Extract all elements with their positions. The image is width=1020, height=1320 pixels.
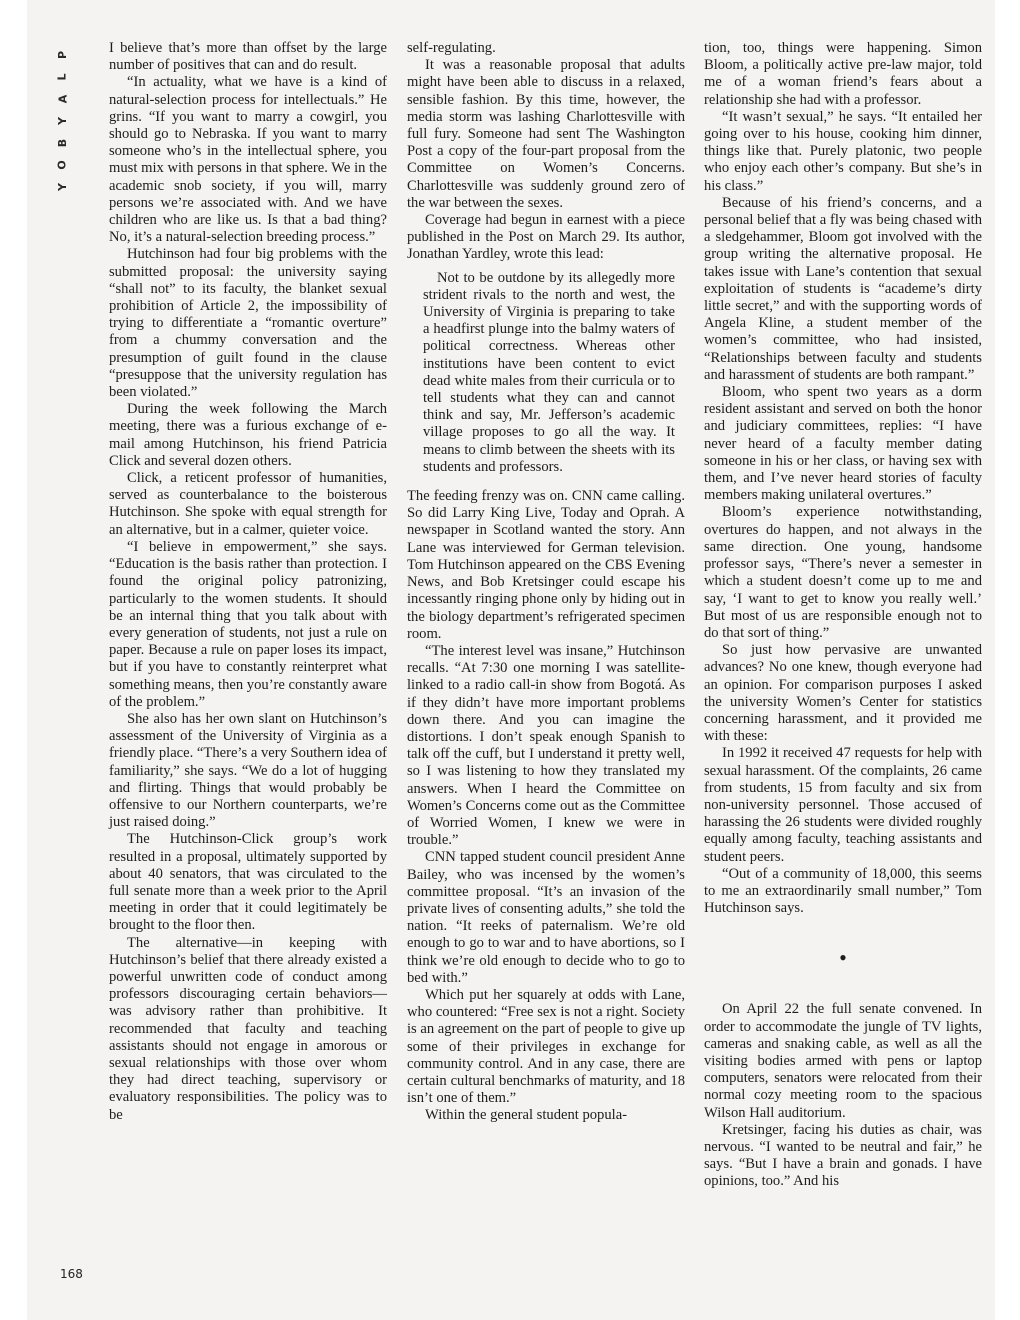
paragraph: Within the general student popula-: [425, 1107, 628, 1124]
paragraph: The Hutchinson-Click group’s work resulted in a proposal, ultimately supported by about 40 senators, that was circulated to the full senate more than a week prior to the April meeting in order that it could legitimately be brought to the floor then.: [109, 831, 387, 934]
paragraph: “I believe in empowerment,” she says. “Education is the basis rather than protection. I found the original policy patronizing, particularly to the women students. It should be an internal thing that you talk about with every generation of students, not just a rule on paper. Because a rule on paper loses its impact, but if you have to constantly reinterpret what something means, then you’re constantly aware of the problem.”: [109, 538, 388, 710]
masthead-letter: B: [55, 138, 69, 148]
paragraph: Because of his friend’s concerns, and a personal belief that a fly was being chased with a sledgehammer, Bloom got involved with the group writing the alternative proposal. He takes issue with Lane’s contention that sexual exploitation of students is “academe’s dirty little secret,” and with the supporting words of Angela Kline, a student member of the women’s committee, who had insisted, “Relationships between faculty and students and harassment of students are both rampant.”: [704, 194, 982, 383]
paragraph: Hutchinson had four big problems with the submitted proposal: the university saying “shall not” to its faculty, the blanket sexual prohibition of Article 2, the impossibility of trying to differentiate a “romantic overture” from a chummy conversation and the presumption of guilt found in the clause “presuppose that the university regulation has been violated.”: [109, 246, 387, 401]
paragraph: So just how pervasive are unwanted advances? No one knew, though everyone had an opinion. For comparison purposes I asked the university Women’s Center for statistics concerning harassment, and it provided me with these:: [704, 642, 982, 745]
paragraph: On April 22 the full senate convened. In order to accommodate the jungle of TV lights, cameras and snaking cable, as well as all the visiting bodies armed with pens or laptop computers, senators were relocated from their normal cozy meeting room to the spacious Wilson Hall auditorium.: [704, 1001, 982, 1121]
paragraph: self-regulating.: [407, 40, 496, 56]
column-3-continuation: [704, 1001, 982, 1190]
masthead-letter: A: [55, 94, 69, 104]
column-3: [704, 40, 982, 1191]
paragraph: She also has her own slant on Hutchinson’s assessment of the University of Virginia as a friendly place. “There’s a very Southern idea of familiarity,” she says. “We do a lot of hugging and flirting. Things that would probably be offensive to our Northern counterparts, we’re just raised doing.”: [109, 710, 387, 831]
paragraph: Coverage had begun in earnest with a piece published in the Post on March 29. Its author, Jonathan Yardley, wrote this lead:: [407, 212, 685, 263]
masthead-letter: Y: [56, 117, 69, 125]
magazine-masthead-vertical: [55, 44, 71, 198]
column-2: [407, 40, 685, 1125]
block-quote-text: Not to be outdone by its allegedly more strident rivals to the north and west, the University of Virginia is preparing to take a headfirst plunge into the balmy waters of political correctness. Whereas other institutions have been content to evict dead white males from their curricula or to tell students what they can and cannot think and say, Mr. Jefferson’s academic village proposes to go all the way. It means to climb between the sheets with its students and professors.: [423, 269, 675, 475]
paragraph: The alternative—in keeping with Hutchinson’s belief that there already existed a powerful unwritten code of conduct among professors discouraging certain behaviors—was advisory rather than prohibitive. It recommended that faculty and teaching assistants should not engage in amorous or sexual relationships with those over whom they had direct teaching, supervisory or evaluatory responsibilities. The policy was to be: [109, 934, 387, 1123]
magazine-page: [27, 0, 995, 1320]
paragraph: Bloom’s experience notwithstanding, overtures do happen, and not always in the same direction. One young, handsome professor says, “There’s never a semester in which a student doesn’t come up to me and say, ‘I want to get to know you really well.’ But most of us are responsible enough not to do that sort of thing.”: [704, 504, 982, 641]
paragraph: In 1992 it received 47 requests for help with sexual harassment. Of the complaints, 26 came from students, 15 from faculty and six from non-university personnel. Those accused of harassing the 26 students were divided roughly equally among faculty, teaching assistants and student peers.: [704, 745, 982, 865]
masthead-letter: L: [55, 73, 69, 81]
paragraph: It was a reasonable proposal that adults might have been able to discuss in a relaxed, sensible fashion. By this time, however, the media storm was lashing Charlottesville with full fury. Someone had sent The Washington Post a copy of the four-part proposal from the Committee on Women’s Concerns. Charlottesville was suddenly ground zero of the war between the sexes.: [407, 57, 685, 211]
paragraph: “In actuality, what we have is a kind of natural-selection process for intellectuals.” He grins. “If you want to marry a cowgirl, you should go to Nebraska. If you want to marry someone who’s in the intellectual sphere, you must mix with persons in that sphere. We in the academic snob society, if you will, marry persons we’re associated with. And we have children who are like us. Is that a bad thing? No, it’s a natural-selection breeding process.”: [109, 74, 387, 246]
paragraph: Which put her squarely at odds with Lane, who countered: “Free sex is not a right. Society is an agreement on the part of people to give up some of their privileges in exchange for community control. And in any case, there are certain cultural benchmarks of maturity, and 18 isn’t one of them.”: [407, 986, 686, 1107]
paragraph: During the week following the March meeting, there was a furious exchange of e-mail among Hutchinson, his friend Patricia Click and several dozen others.: [109, 401, 387, 469]
masthead-letter: Y: [56, 183, 69, 191]
masthead-letter: P: [56, 50, 69, 60]
section-break-bullet: •: [839, 945, 847, 971]
paragraph: “Out of a community of 18,000, this seems to me an extraordinarily small number,” Tom Hutchinson says.: [704, 865, 982, 917]
paragraph: I believe that’s more than offset by the large number of positives that can and do result.: [109, 40, 387, 74]
column-2-intro: [407, 40, 685, 264]
column-2-body: [407, 488, 685, 1125]
paragraph: “It wasn’t sexual,” he says. “It entailed her going over to his house, cooking him dinner, things like that. Purely platonic, two people who enjoy each other’s company. But she’s in his class.”: [704, 108, 982, 194]
paragraph: Click, a reticent professor of humanities, served as counterbalance to the boisterous Hutchinson. She spoke with equal strength for an alternative, but in a calmer, quieter voice.: [109, 470, 387, 538]
column-3-body: [704, 40, 982, 917]
paragraph: CNN tapped student council president Anne Bailey, who was incensed by the women’s committee proposal. “It’s an invasion of the private lives of consenting adults,” she told the nation. “It reeks of paternalism. We’re old enough to go to war and to have abortions, so I think we’re old enough to decide who to go to bed with.”: [407, 849, 685, 986]
paragraph: tion, too, things were happening. Simon Bloom, a politically active pre-law major, told me of a woman friend’s fears about a relationship she had with a professor.: [704, 40, 982, 108]
paragraph: Bloom, who spent two years as a dorm resident assistant and served on both the honor and judiciary committees, replies: “I have never heard of a faculty member dating someone in his or her class, or having sex with them, and I’ve never heard stories of faculty members making unilateral overtures.”: [704, 384, 982, 504]
column-1: [109, 40, 387, 1124]
paragraph: Kretsinger, facing his duties as chair, was nervous. “I wanted to be neutral and fair,” he says. “But I have a brain and gonads. I have opinions, too.” And his: [704, 1121, 982, 1190]
paragraph: The feeding frenzy was on. CNN came calling. So did Larry King Live, Today and Oprah. A newspaper in Scotland wanted the story. Ann Lane was interviewed for German television. Tom Hutchinson appeared on the CBS Evening News, and Bob Kretsinger could escape his incessantly ringing phone only by hiding out in the biology department’s refrigerated specimen room.: [407, 488, 685, 642]
block-quote: [423, 270, 675, 476]
page-number: 168: [60, 1267, 83, 1281]
masthead-letter: O: [55, 160, 69, 170]
paragraph: “The interest level was insane,” Hutchinson recalls. “At 7:30 one morning I was satellite-linked to a radio call-in show from Bogotá. As if they didn’t have more important problems down there. And you can imagine the distortions. I don’t speak enough Spanish to talk off the cuff, but I understand it pretty well, so I was listening to how they translated my answers. When I heard the Committee on Women’s Concerns come out as the Committee of Worried Women, I knew we were in trouble.”: [407, 642, 685, 849]
